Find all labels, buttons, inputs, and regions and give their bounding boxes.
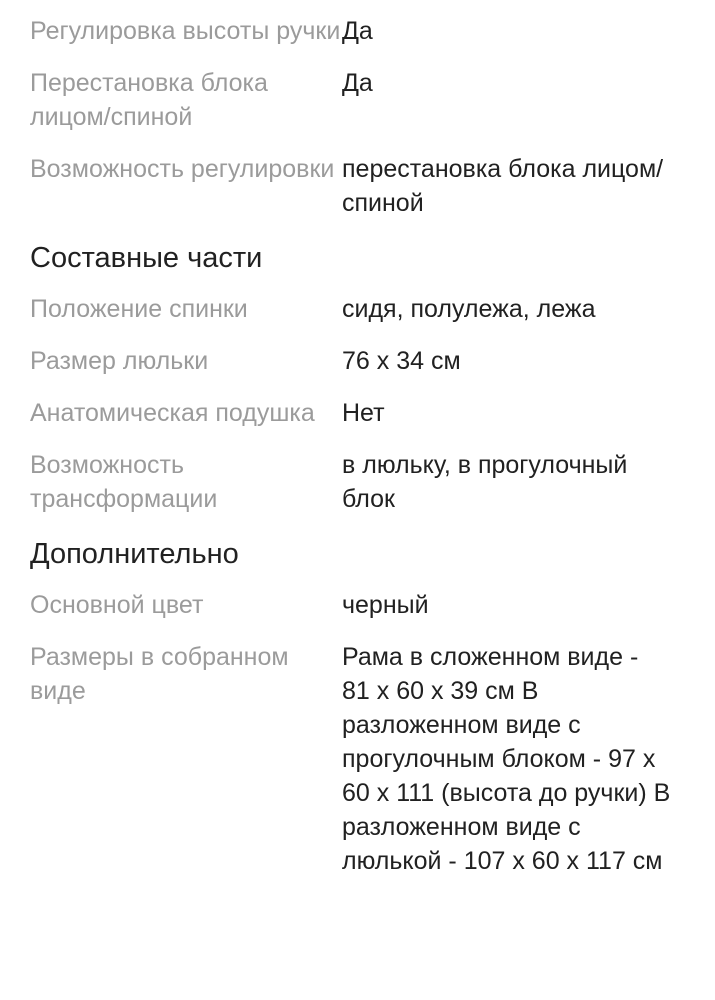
spec-label: Размер люльки	[30, 347, 209, 375]
spec-value: в люльку, в прогулочный блок	[342, 451, 628, 513]
spec-label: Анатомическая подушка	[30, 399, 315, 427]
spec-row-block-reversal	[30, 66, 715, 134]
spec-label: Возможность регулировки	[30, 155, 335, 183]
spec-label: Основной цвет	[30, 591, 204, 619]
spec-row-bassinet-size	[30, 344, 715, 378]
spec-value: Рама в сложенном виде - 81 x 60 x 39 см В разложенном виде с прогулочным блоком - 97 x 60 x 111 (высота до ручки) В разложенном виде с люлькой - 107 x 60 x 117 см	[342, 643, 671, 875]
spec-row-assembled-dimensions	[30, 640, 715, 878]
spec-row-main-color	[30, 588, 715, 622]
section-title-additional: Дополнительно	[30, 538, 239, 570]
spec-value: 76 x 34 см	[342, 347, 461, 375]
section-title-components: Составные части	[30, 242, 263, 274]
spec-value: черный	[342, 591, 429, 619]
spec-label: Возможность трансформации	[30, 451, 218, 513]
spec-label: Размеры в собранном виде	[30, 643, 289, 705]
spec-value: Нет	[342, 399, 385, 427]
spec-row-pillow	[30, 396, 715, 430]
spec-value: перестановка блока лицом/спиной	[342, 155, 664, 217]
spec-value: Да	[342, 69, 373, 97]
spec-label: Положение спинки	[30, 295, 248, 323]
spec-row-handle-height	[30, 14, 715, 48]
spec-label: Регулировка высоты ручки	[30, 17, 341, 45]
spec-row-transformation	[30, 448, 715, 516]
spec-value: сидя, полулежа, лежа	[342, 295, 596, 323]
spec-row-backrest	[30, 292, 715, 326]
spec-row-adjustment	[30, 152, 715, 220]
spec-label: Перестановка блока лицом/спиной	[30, 69, 268, 131]
spec-value: Да	[342, 17, 373, 45]
